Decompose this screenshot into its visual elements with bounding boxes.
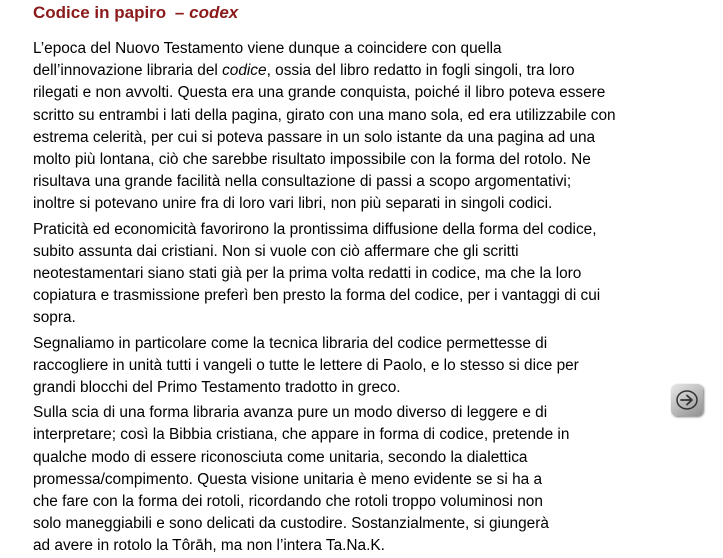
text-line: neotestamentari siano stati già per la prima volta redatti in codice, ma che la loro bbox=[33, 265, 582, 283]
slide-title bbox=[33, 3, 238, 23]
text-line: che fare con la forma dei rotoli, ricordando che rotoli troppo voluminosi non bbox=[33, 493, 543, 511]
text-line: grandi blocchi del Primo Testamento tradotto in greco. bbox=[33, 379, 401, 397]
title-main: Codice in papiro bbox=[33, 3, 167, 22]
title-separator: – bbox=[174, 3, 185, 22]
text-line: risultava una grande facilità nella consultazione di passi a scopo argomentativi; bbox=[33, 173, 572, 191]
next-slide-button[interactable] bbox=[671, 384, 703, 416]
paragraph bbox=[33, 219, 723, 330]
text-line: raccogliere in unità tutti i vangeli o tutte le lettere di Paolo, e lo stesso si dice per bbox=[33, 356, 579, 374]
text-line: rilegati e non avvolti. Questa era una grande conquista, poiché il libro poteva essere bbox=[33, 84, 606, 102]
text-line: L’epoca del Nuovo Testamento viene dunque a coincidere con quella bbox=[33, 40, 502, 57]
text-line: promessa/compimento. Questa visione unitaria è meno evidente se si ha a bbox=[33, 470, 543, 488]
text-segment: , ossia del libro redatto in fogli singoli, tra loro bbox=[266, 62, 575, 80]
emphasized-term: codice bbox=[222, 62, 267, 80]
text-line: Sulla scia di una forma libraria avanza pure un modo diverso di leggere e di bbox=[33, 404, 548, 422]
paragraph bbox=[33, 333, 723, 400]
text-line: Praticità ed economicità favorirono la prontissima diffusione della forma del codice, bbox=[33, 220, 597, 238]
text-segment: dell’innovazione libraria del bbox=[33, 62, 223, 80]
paragraph bbox=[33, 38, 723, 216]
text-line: estrema celerità, per cui si poteva passare in un solo istante da una pagina ad una bbox=[33, 128, 596, 146]
text-line: interpretare; così la Bibbia cristiana, che appare in forma di codice, pretende in bbox=[33, 426, 570, 444]
text-line: ad avere in rotolo la Tôrāh, ma non l’intera Ta.Na.K. bbox=[33, 537, 385, 555]
text-line: solo maneggiabili e sono delicati da custodire. Sostanzialmente, si giungerà bbox=[33, 515, 549, 533]
text-line bbox=[33, 60, 723, 82]
next-arrow-icon bbox=[671, 384, 703, 416]
text-line: sopra. bbox=[33, 309, 76, 327]
paragraph bbox=[33, 402, 723, 557]
text-line: scritto su entrambi i lati della pagina, girato con una mano sola, ed era utilizzabile con bbox=[33, 106, 616, 124]
text-line: molto più lontana, ciò che sarebbe risultato impossibile con la forma del rotolo. Ne bbox=[33, 151, 591, 169]
body-text bbox=[33, 38, 723, 558]
text-line: inoltre si potevano unire fra di loro vari libri, non più separati in singoli codici. bbox=[33, 195, 553, 213]
text-line: qualche modo di essere riconosciuta come unitaria, secondo la dialettica bbox=[33, 448, 528, 466]
text-line: subito assunta dai cristiani. Non si vuole con ciò affermare che gli scritti bbox=[33, 242, 519, 260]
text-line: copiatura e trasmissione preferì ben presto la forma del codice, per i vantaggi di cui bbox=[33, 287, 601, 305]
text-line: Segnaliamo in particolare come la tecnica libraria del codice permettesse di bbox=[33, 334, 548, 352]
title-emphasis: codex bbox=[189, 3, 239, 22]
